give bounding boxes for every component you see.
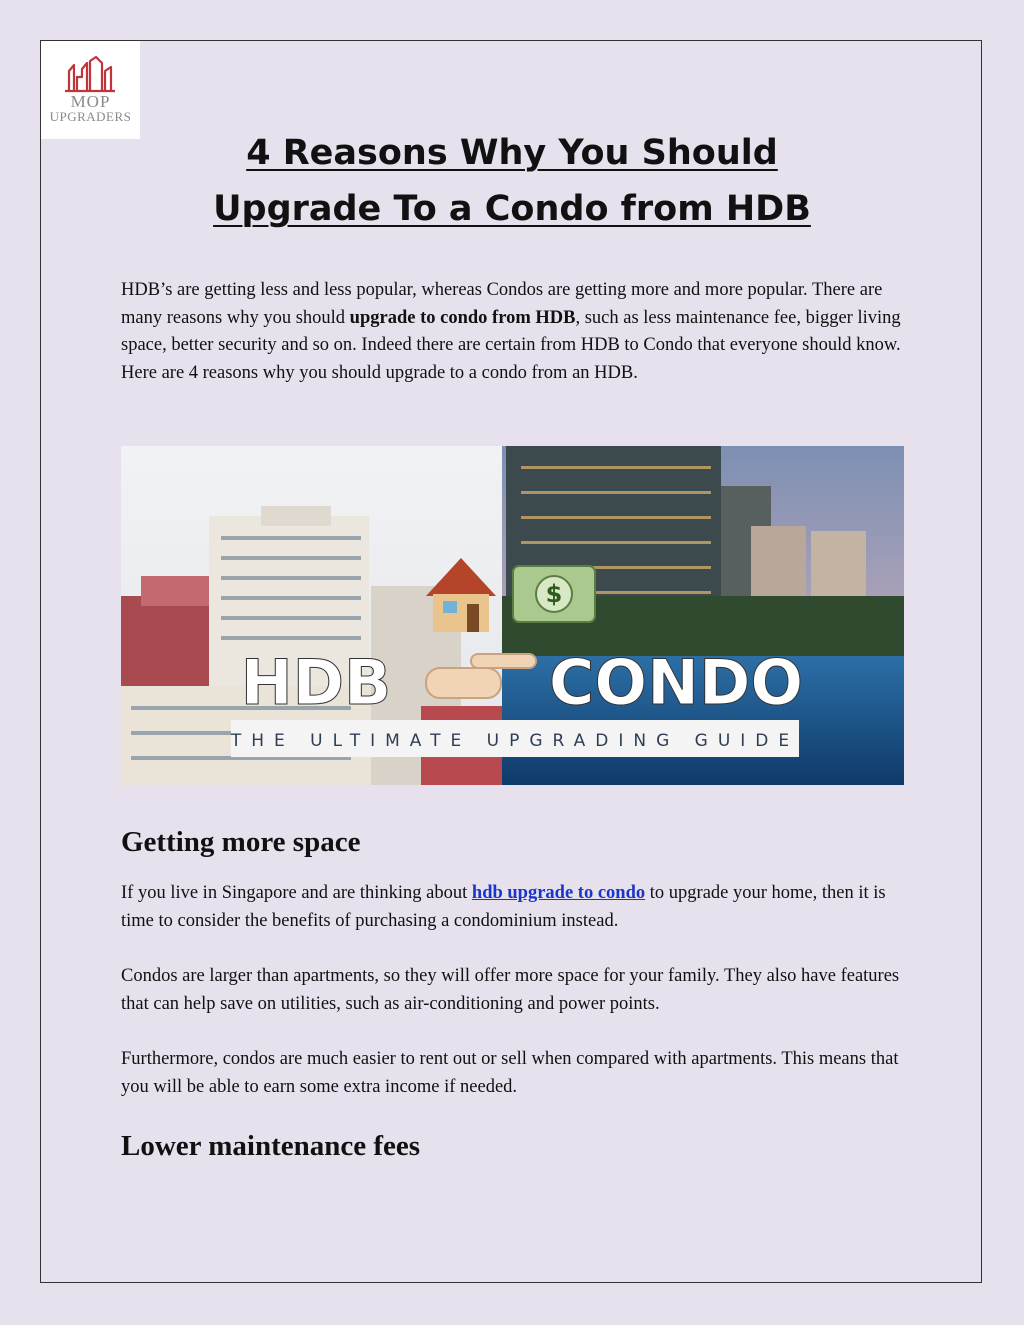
hero-condo-word: CONDO (548, 646, 804, 719)
intro-bold-keyword: upgrade to condo from HDB (349, 307, 576, 328)
building-outline-icon (41, 41, 140, 96)
title-line-2: Upgrade To a Condo from HDB (213, 189, 811, 229)
hero-banner-text: THE ULTIMATE UPGRADING GUIDE (230, 731, 800, 751)
section-heading-lower-maintenance-fees: Lower maintenance fees (121, 1130, 421, 1162)
hero-image (121, 446, 904, 785)
section1-paragraph-2: Condos are larger than apartments, so they will offer more space for your family. They also have features that can help save on utilities, such as air-conditioning and power points. (121, 966, 900, 1014)
intro-paragraph (121, 277, 911, 387)
title-line-1: 4 Reasons Why You Should (246, 133, 778, 173)
intro-sentence-2-start: There are many reasons why you should (121, 280, 883, 328)
intro-sentence-1: HDB’s are getting less and less popular, whereas Condos are getting more and more popular. (121, 280, 808, 300)
section1-paragraph-3: Furthermore, condos are much easier to rent out or sell when compared with apartments. This means that you will be able to earn some extra income if needed. (121, 1049, 899, 1097)
svg-text:$: $ (545, 580, 563, 608)
section1-paragraph-1 (121, 880, 911, 935)
logo-text-upgraders: UPGRADERS (49, 109, 132, 124)
page-title (120, 125, 904, 237)
logo-text-mop: MOP (70, 92, 111, 111)
intro-sentence-3: Here are 4 reasons why you should upgrade to a condo from an HDB. (121, 362, 638, 383)
intro-sentence-2-end: , such as less maintenance fee, bigger living space, better security and so on. Indeed there are certain from HDB to Condo that everyone should know. (121, 307, 901, 356)
money-icon (513, 566, 595, 622)
section1-p1-start: If you live in Singapore and are thinking about (121, 883, 472, 903)
hero-illustration (121, 446, 904, 785)
section1-p1-end: to upgrade your home, then it is time to consider the benefits of purchasing a condominium instead. (121, 883, 886, 931)
hero-hdb-word: HDB (240, 646, 392, 719)
hdb-upgrade-to-condo-link[interactable]: hdb upgrade to condo (471, 883, 646, 903)
section-heading-getting-more-space: Getting more space (121, 826, 361, 858)
